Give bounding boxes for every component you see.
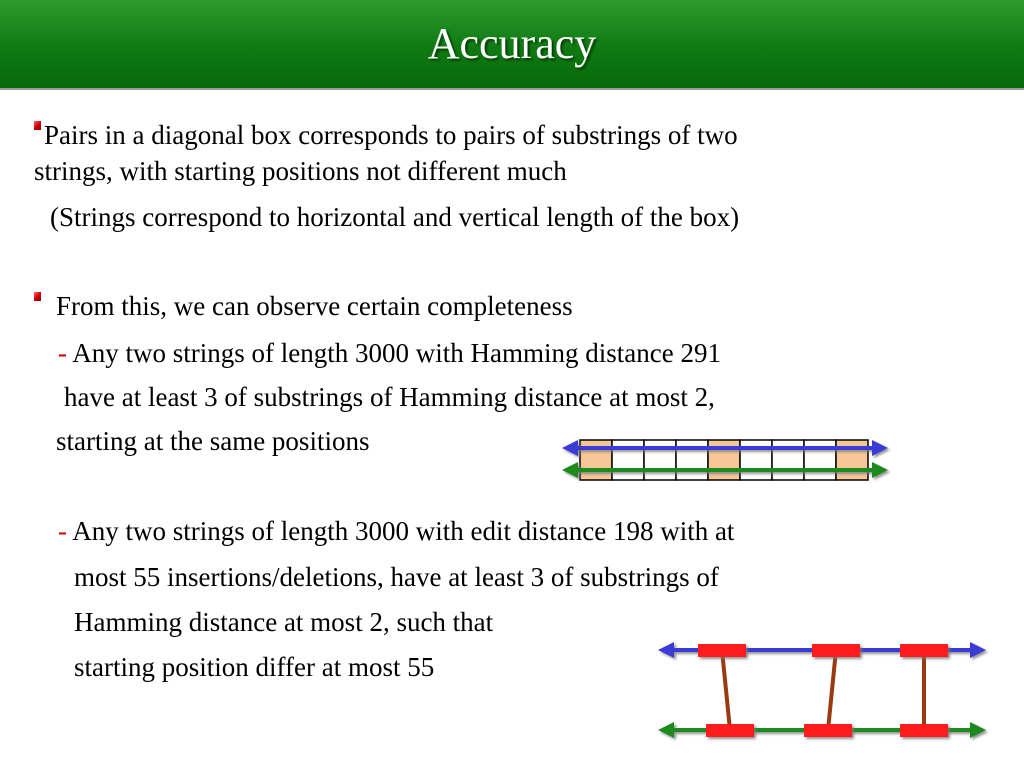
sub1-line3: starting at the same positions: [56, 426, 370, 456]
substring-blocks-bottom: [706, 724, 948, 737]
edit-distance-diagram: [656, 636, 996, 748]
bullet2-line1: From this, we can observe certain completeness: [34, 289, 573, 323]
bullet1-line2: strings, with starting positions not different much: [34, 156, 567, 186]
slide-title: Accuracy: [427, 19, 597, 68]
square-bullet-icon: [34, 292, 41, 301]
substring-links: [722, 650, 924, 730]
sub2-line4: starting position differ at most 55: [74, 652, 435, 682]
square-bullet-icon: [34, 121, 41, 130]
hamming-diagram: [558, 436, 898, 488]
sub1-line2: have at least 3 of substrings of Hamming distance at most 2,: [64, 382, 715, 412]
sub1-line1: - Any two strings of length 3000 with Hamming distance 291: [58, 338, 721, 368]
sub2-line1: - Any two strings of length 3000 with edit distance 198 with at: [58, 516, 735, 546]
bullet1-line1: Pairs in a diagonal box corresponds to pairs of substrings of two: [34, 118, 738, 152]
dash-marker: -: [58, 338, 67, 368]
sub2-line3: Hamming distance at most 2, such that: [74, 607, 494, 637]
substring-blocks-top: [698, 644, 948, 657]
title-bar: [0, 0, 1024, 90]
bullet1-line3: (Strings correspond to horizontal and vertical length of the box): [50, 202, 740, 232]
sub2-line2: most 55 insertions/deletions, have at least 3 of substrings of: [74, 562, 719, 592]
dash-marker: -: [58, 516, 67, 546]
